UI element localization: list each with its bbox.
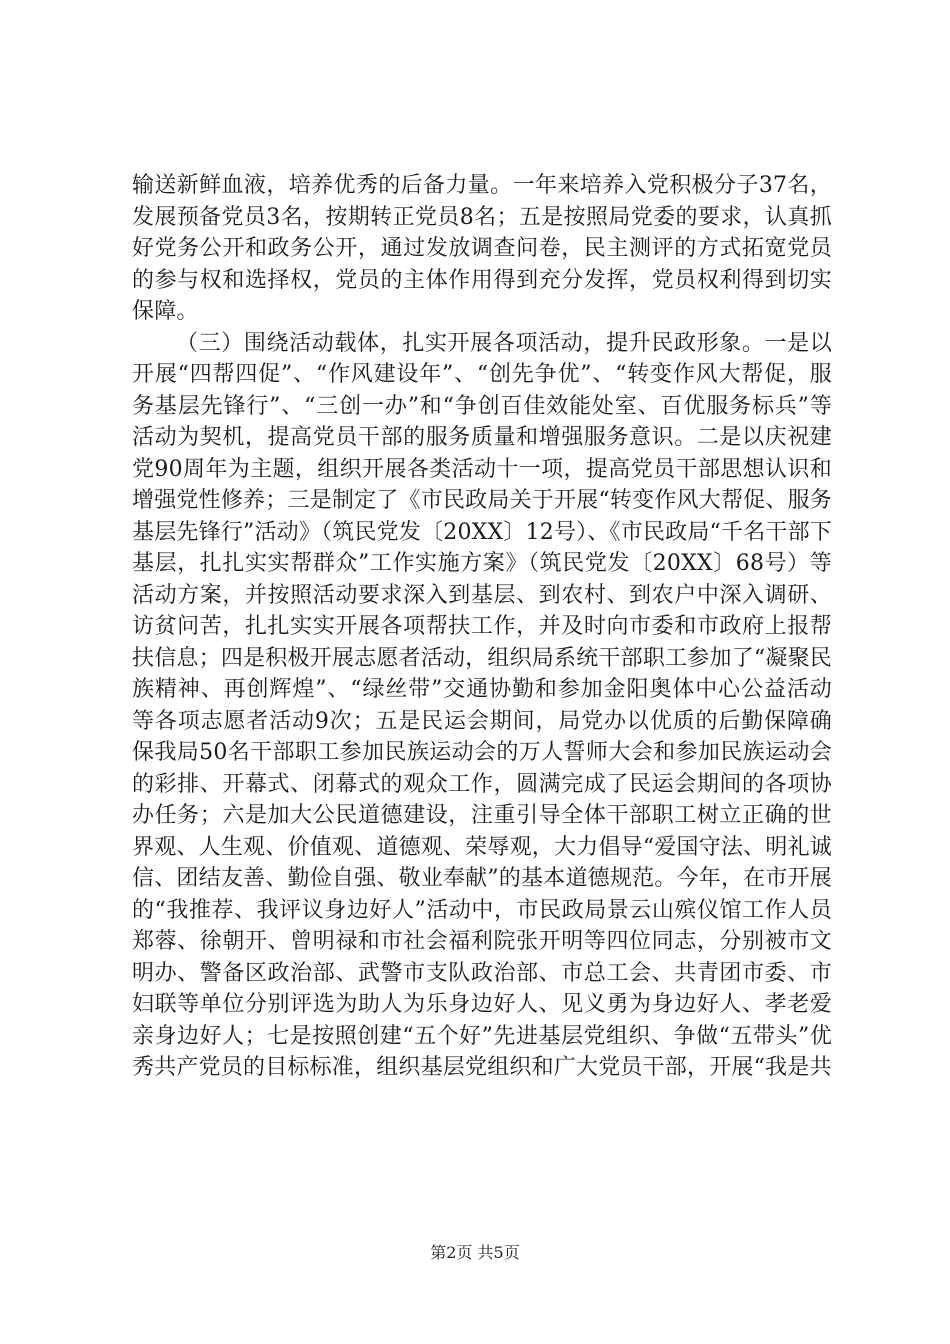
paragraph-2: （三）围绕活动载体，扎实开展各项活动，提升民政形象。一是以开展“四帮四促”、“作风建设年”、“创先争优”、“转变作风大帮促，服务基层先锋行”、“三创一办”和“争创百佳效能处室、百优服务标兵”等活动为契机，提高党员干部的服务质量和增强服务意识。二是以庆祝建党90周年为主题，组织开展各类活动十一项，提高党员干部思想认识和增强党性修养；三是制定了《市民政局关于开展“转变作风大帮促、服务基层先锋行”活动》（筑民党发〔20XX〕12号）、《市民政局“千名干部下基层，扎扎实实帮群众”工作实施方案》（筑民党发〔20XX〕68号）等活动方案，并按照活动要求深入到基层、到农村、到农户中深入调研、访贫问苦，扎扎实实开展各项帮扶工作，并及时向市委和市政府上报帮扶信息；四是积极开展志愿者活动，组织局系统干部职工参加了“凝聚民族精神、再创辉煌”、“绿丝带”交通协勤和参加金阳奥体中心公益活动等各项志愿者活动9次；五是民运会期间，局党办以优质的后勤保障确保我局50名干部职工参加民族运动会的万人誓师大会和参加民族运动会的彩排、开幕式、闭幕式的观众工作，圆满完成了民运会期间的各项协办任务；六是加大公民道德建设，注重引导全体干部职工树立正确的世界观、人生观、价值观、道德观、荣辱观，大力倡导“爱国守法、明礼诚信、团结友善、勤俭自强、敬业奉献”的基本道德规范。今年，在市开展的“我推荐、我评议身边好人”活动中，市民政局景云山殡仪馆工作人员郑蓉、徐朝开、曾明禄和市社会福利院张开明等四位同志，分别被市文明办、警备区政治部、武警市支队政治部、市总工会、共青团市委、市妇联等单位分别评选为助人为乐身边好人、见义勇为身边好人、孝老爱亲身边好人；七是按照创建“五个好”先进基层党组织、争做“五带头”优秀共产党员的目标标准，组织基层党组织和广大党员干部，开展“我是共	[132, 330, 833, 1080]
body-text	[132, 170, 832, 1084]
paragraph-1: 输送新鲜血液，培养优秀的后备力量。一年来培养入党积极分子37名，发展预备党员3名，按期转正党员8名；五是按照局党委的要求，认真抓好党务公开和政务公开，通过发放调查问卷，民主测评的方式拓宽党员的参与权和选择权，党员的主体作用得到充分发挥，党员权利得到切实保障。	[132, 173, 832, 324]
page-footer: 第2页 共5页	[430, 1243, 520, 1262]
